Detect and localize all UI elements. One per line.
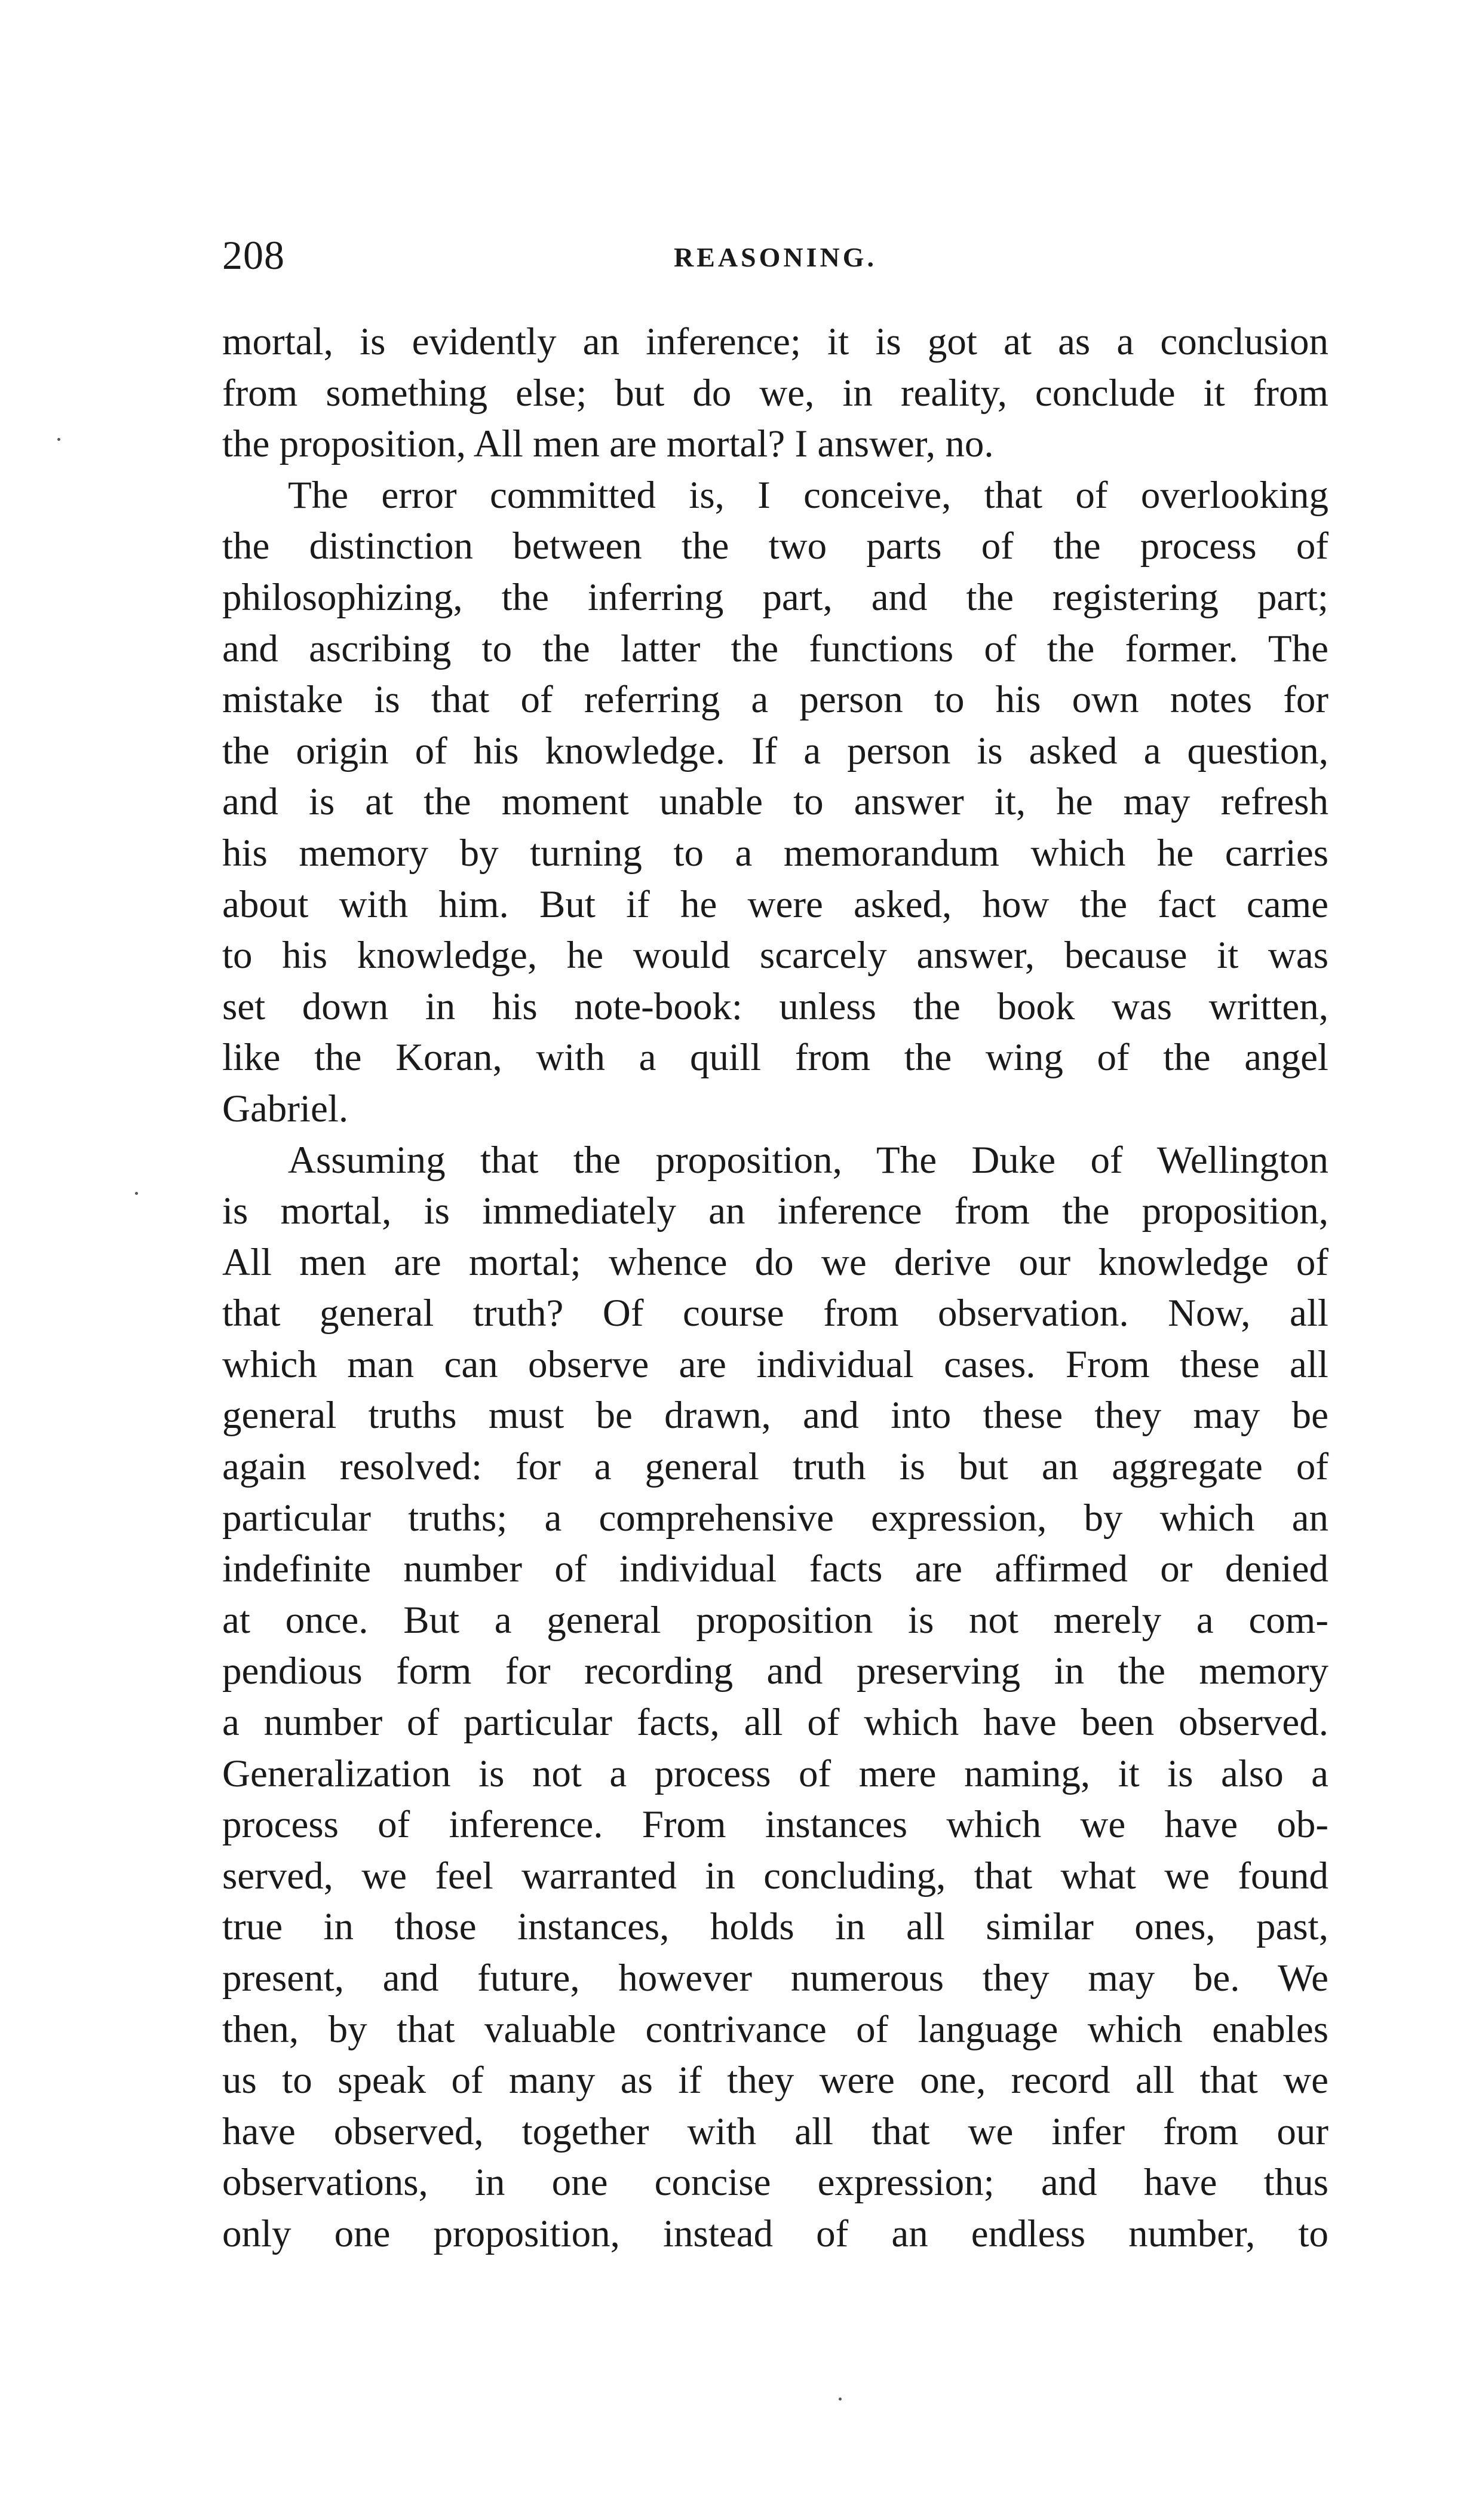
text-line: the distinction between the two parts of the process of (222, 525, 1328, 568)
text-line: present, and future, however numerous they may be. We (222, 1957, 1328, 2000)
text-line: which man can observe are individual cases. From these all (222, 1342, 1328, 1386)
text-line: set down in his note-book: unless the book was written, (222, 985, 1328, 1028)
paragraph-3 (222, 1135, 1328, 2260)
text-line: general truths must be drawn, and into these they may be (222, 1394, 1328, 1437)
text-line: only one proposition, instead of an endless number, to (222, 2212, 1328, 2255)
text-line: that general truth? Of course from observation. Now, all (222, 1292, 1328, 1335)
page-header (222, 232, 1328, 286)
text-line: a number of particular facts, all of which have been observed. (222, 1701, 1328, 1745)
text-line: at once. But a general proposition is not merely a com- (222, 1598, 1328, 1642)
text-line: to his knowledge, he would scarcely answer, because it was (222, 934, 1328, 977)
text-line: from something else; but do we, in reality, conclude it from (222, 371, 1328, 415)
text-line: us to speak of many as if they were one, record all that we (222, 2059, 1328, 2102)
text-line: his memory by turning to a memorandum which he carries (222, 831, 1328, 875)
text-line: The error committed is, I conceive, that of overlooking (288, 473, 1328, 517)
paragraph-2 (222, 470, 1328, 1135)
running-head: REASONING. (673, 242, 877, 272)
text-line: particular truths; a comprehensive expression, by which an (222, 1496, 1328, 1540)
text-line: then, by that valuable contrivance of language which enables (222, 2007, 1328, 2051)
text-line: observations, in one concise expression; and have thus (222, 2161, 1328, 2205)
text-line: about with him. But if he were asked, how the fact came (222, 882, 1328, 926)
text-line: true in those instances, holds in all similar ones, past, (222, 1905, 1328, 1949)
text-line: again resolved: for a general truth is but an aggregate of (222, 1445, 1328, 1489)
page-number: 208 (222, 232, 285, 278)
text-line: All men are mortal; whence do we derive our knowledge of (222, 1240, 1328, 1284)
text-line: mistake is that of referring a person to his own notes for (222, 678, 1328, 722)
text-line: Generalization is not a process of mere naming, it is also a (222, 1752, 1328, 1795)
text-line: and is at the moment unable to answer it, he may refresh (222, 780, 1328, 824)
margin-speck (57, 438, 60, 441)
text-line: philosophizing, the inferring part, and the registering part; (222, 575, 1328, 619)
text-line: indefinite number of individual facts are affirmed or denied (222, 1547, 1328, 1591)
margin-speck (135, 1192, 138, 1195)
text-line: Gabriel. (222, 1087, 349, 1130)
text-line: like the Koran, with a quill from the wing of the angel (222, 1036, 1328, 1080)
body-text (222, 317, 1328, 2260)
text-line: is mortal, is immediately an inference from the proposition, (222, 1190, 1328, 1233)
paragraph-1 (222, 317, 1328, 470)
text-line: have observed, together with all that we infer from our (222, 2110, 1328, 2153)
text-line: mortal, is evidently an inference; it is got at as a conclusion (222, 320, 1328, 363)
text-line: Assuming that the proposition, The Duke of Wellington (288, 1138, 1328, 1182)
text-line: the proposition, All men are mortal? I answer, no. (222, 422, 994, 466)
text-line: served, we feel warranted in concluding, that what we found (222, 1854, 1328, 1897)
margin-speck (839, 2398, 842, 2401)
text-line: the origin of his knowledge. If a person is asked a question, (222, 729, 1328, 772)
text-line: pendious form for recording and preserving in the memory (222, 1650, 1328, 1693)
text-line: process of inference. From instances which we have ob- (222, 1803, 1328, 1847)
text-line: and ascribing to the latter the functions of the former. The (222, 627, 1328, 670)
